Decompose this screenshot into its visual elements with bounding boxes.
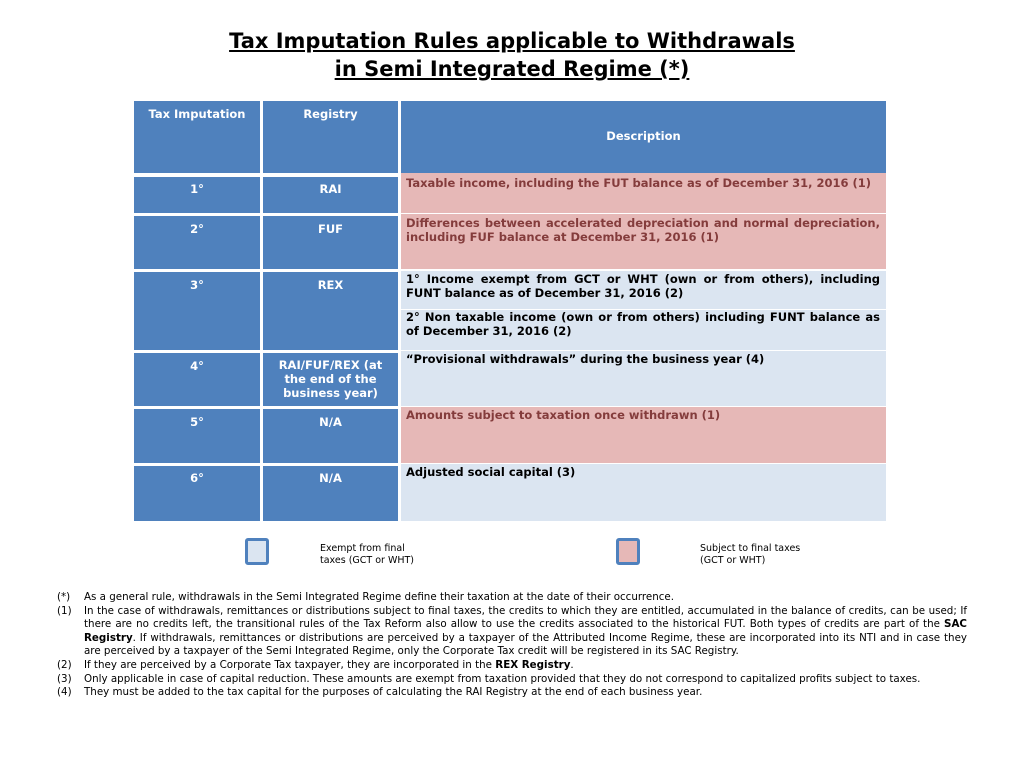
row-4-registry: RAI/FUF/REX (at the end of the business year) xyxy=(263,353,398,406)
footnote-text-post: . If withdrawals, remittances or distributions are perceived by a taxpayer of the Attributed Income Regime, these are incorporated into its NTI and in case they are perceived by a taxpayer of the Semi Integrated Regime, only the Corporate Tax credit will be registered in its SAC Registry. xyxy=(84,631,967,658)
footnote-text: Only applicable in case of capital reduction. These amounts are exempt from taxation provided that they do not correspond to capitalized profits subject to taxes. xyxy=(84,672,921,685)
legend-exempt-label: Exempt from final taxes (GCT or WHT) xyxy=(320,543,414,566)
row-4-description: “Provisional withdrawals” during the business year (4) xyxy=(401,351,886,406)
row-3-description-b: 2° Non taxable income (own or from others) including FUNT balance as of December 31, 2016 (2) xyxy=(401,310,886,350)
footnote-text-pre: If they are perceived by a Corporate Tax taxpayer, they are incorporated in the xyxy=(84,658,496,671)
imputation-table xyxy=(134,101,886,521)
footnote xyxy=(57,673,967,687)
footnote-text: As a general rule, withdrawals in the Semi Integrated Regime define their taxation at the date of their occurrence. xyxy=(84,591,675,603)
row-5-description: Amounts subject to taxation once withdrawn (1) xyxy=(401,407,886,463)
header-tax-imputation: Tax Imputation xyxy=(134,101,260,173)
header-registry: Registry xyxy=(263,101,398,173)
footnote-text xyxy=(84,659,967,673)
title-line-1: Tax Imputation Rules applicable to Withdrawals xyxy=(229,29,795,53)
row-2-description: Differences between accelerated depreciation and normal depreciation, including FUF balance at December 31, 2016 (1) xyxy=(401,214,886,269)
legend-subject-swatch xyxy=(616,538,640,565)
row-3-description-a: 1° Income exempt from GCT or WHT (own or from others), including FUNT balance as of December 31, 2016 (2) xyxy=(401,271,886,309)
title-line-2: in Semi Integrated Regime (*) xyxy=(334,57,690,81)
page-title xyxy=(0,27,1024,83)
footnote-key: (4) xyxy=(57,686,72,699)
legend-exempt-swatch xyxy=(245,538,269,565)
footnote-text-post: . xyxy=(570,658,574,671)
footnote-key: (2) xyxy=(57,658,72,671)
row-1-description: Taxable income, including the FUT balance as of December 31, 2016 (1) xyxy=(401,173,886,213)
row-5-order: 5° xyxy=(134,409,260,463)
row-5-registry: N/A xyxy=(263,409,398,463)
footnote-text-pre: In the case of withdrawals, remittances or distributions subject to final taxes, the credits to which they are entitled, accumulated in the balance of credits, can be used; If there are no credits left, the transitional rules of the Tax Reform also allow to use the credits associated to the historical FUT. Both types of credits are part of the xyxy=(84,604,967,631)
row-6-description: Adjusted social capital (3) xyxy=(401,464,886,521)
row-2-order: 2° xyxy=(134,216,260,269)
footnote-key: (1) xyxy=(57,604,72,617)
footnote xyxy=(57,686,967,700)
row-1-order: 1° xyxy=(134,177,260,213)
row-2-registry: FUF xyxy=(263,216,398,269)
row-1-registry: RAI xyxy=(263,177,398,213)
footnote xyxy=(57,605,967,659)
footnote xyxy=(57,659,967,673)
legend-subject-label: Subject to final taxes (GCT or WHT) xyxy=(700,543,801,566)
row-6-order: 6° xyxy=(134,466,260,521)
row-3-registry: REX xyxy=(263,272,398,350)
footnote-text: They must be added to the tax capital for the purposes of calculating the RAI Registry at the end of each business year. xyxy=(84,686,703,699)
row-6-registry: N/A xyxy=(263,466,398,521)
footnote-text xyxy=(84,605,967,659)
row-4-order: 4° xyxy=(134,353,260,406)
footnote-bold-term: REX Registry xyxy=(495,658,571,671)
footnote xyxy=(57,591,967,605)
footnote-key: (3) xyxy=(57,672,72,685)
row-3-order: 3° xyxy=(134,272,260,350)
footnote-bold-term: SAC Registry xyxy=(84,618,967,644)
footnotes xyxy=(57,591,967,700)
header-description: Description xyxy=(401,101,886,173)
footnote-key: (*) xyxy=(57,591,71,603)
